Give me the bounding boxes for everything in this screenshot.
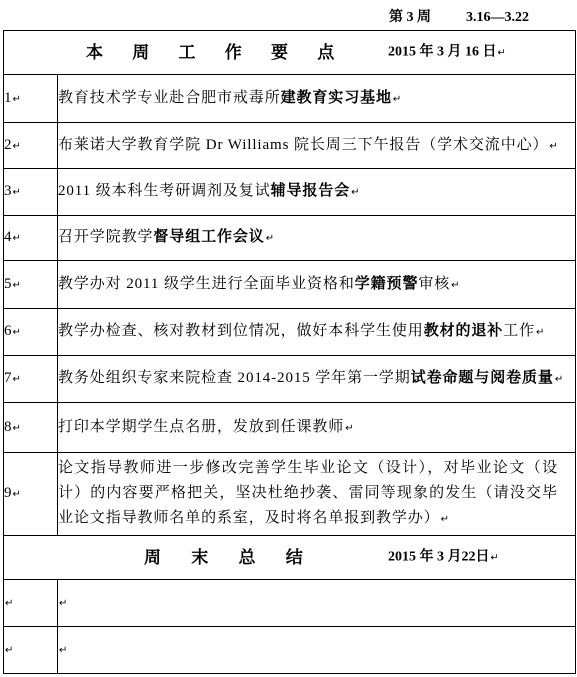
work-points-header-cell: [4, 31, 576, 75]
paragraph-mark: ↵: [12, 327, 21, 338]
paragraph-mark: ↵: [345, 422, 354, 434]
work-item-row: [4, 216, 576, 261]
summary-number-cell: [4, 580, 58, 627]
summary-text-cell: [58, 627, 576, 674]
week-label: 第 3 周: [389, 10, 431, 25]
paragraph-mark: ↵: [265, 233, 275, 244]
work-item-text: [58, 319, 562, 345]
paragraph-mark: ↵: [497, 47, 506, 58]
work-item-row: [4, 75, 576, 123]
paragraph-mark: ↵: [440, 514, 449, 525]
work-item-number: 8: [4, 418, 12, 435]
weekend-summary-date-text: 2015 年 3 月22日: [388, 549, 490, 564]
work-item-emphasis: 教材的退补: [423, 323, 504, 339]
work-item-emphasis: 建教育实习基地: [280, 89, 392, 106]
work-item-text-cell: [58, 216, 576, 261]
work-item-text-cell: [58, 123, 576, 169]
paragraph-mark: ↵: [554, 374, 564, 385]
work-item-number-cell: [4, 453, 58, 536]
paragraph-mark: ↵: [12, 489, 21, 500]
work-item-row: [4, 309, 576, 356]
work-item-number: 6: [4, 323, 12, 339]
work-item-number: 9: [4, 485, 12, 501]
work-item-row: [4, 169, 576, 216]
work-item-text: [58, 415, 562, 441]
work-item-number: 7: [4, 370, 12, 386]
work-item-text-part: 论文指导教师进一步修改完善学生毕业论文（设计），对毕业论文（设计）的内容要严格把关，坚决杜绝抄袭、雷同等现象的发生（请没交毕业论文指导教师名单的系室，及时将名单报到教学办）: [58, 460, 558, 526]
paragraph-mark: ↵: [59, 598, 68, 609]
work-item-text-part: 教务处组织专家来院检查 2014-2015 学年第一学期: [58, 370, 411, 386]
work-item-text-part: 2011 级本科生考研调剂及复试: [58, 183, 271, 199]
work-item-number-cell: [4, 216, 58, 261]
paragraph-mark: ↵: [12, 233, 21, 244]
paragraph-mark: ↵: [451, 279, 460, 291]
work-item-row: [4, 123, 576, 169]
work-item-row: [4, 261, 576, 309]
work-item-number: 2: [4, 136, 12, 153]
work-item-number-cell: [4, 356, 58, 403]
paragraph-mark: ↵: [351, 187, 360, 198]
summary-row: [4, 580, 576, 627]
work-item-row: [4, 403, 576, 453]
work-item-number: 1: [4, 89, 12, 106]
paragraph-mark: ↵: [12, 93, 21, 105]
work-item-text: [58, 272, 562, 298]
work-item-text-cell: [58, 356, 576, 403]
work-item-text-cell: [58, 453, 576, 536]
week-line: [389, 9, 569, 27]
work-item-text-part: 教学办检查、核对教材到位情况，做好本科学生使用: [58, 323, 424, 339]
work-item-number: 5: [4, 275, 12, 292]
work-item-emphasis: 试卷命题与阅卷质量: [410, 370, 554, 386]
work-points-title: 本 周 工 作 要 点: [86, 42, 335, 62]
weekend-summary-header: [4, 536, 576, 580]
work-points-date-text: 2015 年 3 月 16 日: [388, 44, 497, 59]
work-item-text: [58, 225, 562, 251]
summary-text-cell: [58, 580, 576, 627]
work-item-text: [58, 456, 558, 532]
work-item-text-part: 工作: [503, 323, 536, 339]
paragraph-mark: ↵: [549, 140, 558, 152]
weekend-summary-title: 周 末 总 结: [144, 547, 303, 567]
work-item-text-cell: [58, 261, 576, 309]
weekly-plan-table: [3, 30, 576, 674]
work-item-number-cell: [4, 75, 58, 123]
summary-row: [4, 627, 576, 674]
work-item-text-part: 召开学院教学: [58, 229, 154, 245]
weekend-summary-date: [388, 548, 499, 567]
weekend-summary-header-cell: [4, 536, 576, 580]
work-item-number-cell: [4, 309, 58, 356]
work-item-row: [4, 453, 576, 536]
work-item-number: 4: [4, 229, 12, 245]
work-points-date: [388, 43, 506, 62]
work-item-text: [58, 133, 562, 159]
paragraph-mark: ↵: [490, 552, 499, 563]
work-item-text-cell: [58, 75, 576, 123]
work-item-text-part: 打印本学期学生点名册，发放到任课教师: [58, 418, 345, 435]
work-item-emphasis: 辅导报告会: [270, 183, 351, 199]
paragraph-mark: ↵: [5, 645, 14, 656]
work-item-number-cell: [4, 403, 58, 453]
work-item-text-cell: [58, 309, 576, 356]
work-item-text-part: 审核: [418, 275, 451, 292]
work-item-text: [58, 366, 562, 392]
work-item-number: 3: [4, 183, 12, 199]
paragraph-mark: ↵: [12, 422, 21, 434]
paragraph-mark: ↵: [392, 93, 402, 105]
work-points-header: [4, 31, 576, 75]
week-date-range: 3.16—3.22: [466, 10, 529, 25]
paragraph-mark: ↵: [12, 140, 21, 152]
work-item-emphasis: 督导组工作会议: [153, 229, 265, 245]
work-item-text-part: 教学办对 2011 级学生进行全面毕业资格和: [58, 275, 355, 292]
paragraph-mark: ↵: [12, 187, 21, 198]
work-item-text: [58, 86, 562, 112]
work-item-text-part: 布莱诺大学教育学院 Dr Williams 院长周三下午报告（学术交流中心）: [58, 136, 549, 153]
paragraph-mark: ↵: [59, 645, 68, 656]
weekend-summary-header-inner: [4, 536, 575, 579]
work-item-text-part: 教育技术学专业赴合肥市戒毒所: [58, 89, 281, 106]
work-item-text-cell: [58, 169, 576, 216]
summary-number-cell: [4, 627, 58, 674]
work-points-header-inner: [4, 31, 575, 74]
work-item-text-cell: [58, 403, 576, 453]
work-item-number-cell: [4, 261, 58, 309]
work-item-text: [58, 179, 562, 205]
work-item-number-cell: [4, 123, 58, 169]
paragraph-mark: ↵: [12, 279, 21, 291]
summary-text: [58, 637, 562, 663]
work-item-row: [4, 356, 576, 403]
work-item-number-cell: [4, 169, 58, 216]
work-item-emphasis: 学籍预警: [354, 275, 419, 292]
summary-text: [58, 590, 562, 616]
paragraph-mark: ↵: [536, 327, 545, 338]
paragraph-mark: ↵: [12, 374, 21, 385]
paragraph-mark: ↵: [5, 598, 14, 609]
